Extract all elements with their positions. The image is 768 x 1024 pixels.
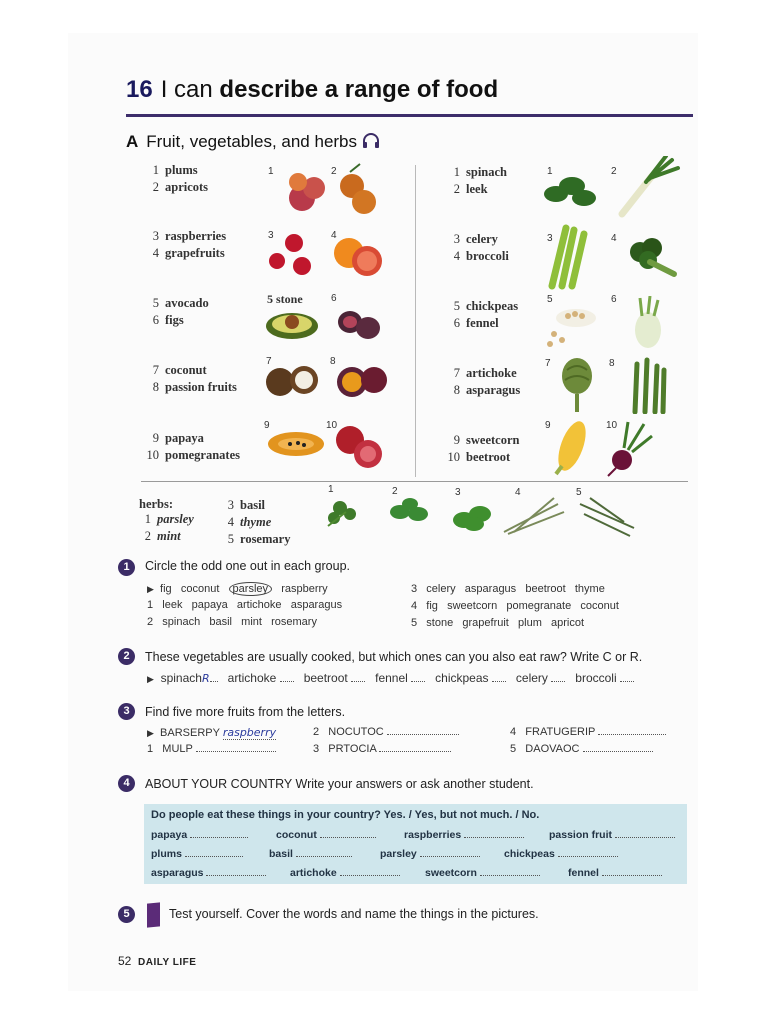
answer-blank[interactable] — [551, 681, 565, 682]
picture-number: 1 — [268, 166, 274, 177]
picture-number: 3 — [268, 230, 274, 241]
raspberries-grapefruits-image — [262, 228, 387, 283]
handwritten-answer: R — [201, 672, 210, 685]
fruit-label-group: 3 raspberries 4 grapefruits — [152, 229, 227, 260]
fig-icon — [338, 311, 380, 339]
exercise-line: 4 fig sweetcorn pomegranate coconut — [411, 600, 619, 612]
exercise-line: 1 MULP — [147, 743, 276, 755]
picture-number: 2 — [392, 486, 398, 497]
fruit-label-group: 1 plums 2 apricots — [152, 163, 209, 194]
herbs-image — [318, 492, 638, 538]
survey-item: basil — [269, 848, 352, 860]
plums-apricots-image — [280, 160, 380, 220]
answer-blank[interactable] — [598, 734, 666, 735]
basil-icon — [453, 506, 491, 531]
answer-blank[interactable] — [420, 856, 480, 857]
chickpeas-fennel-image — [542, 296, 667, 352]
passion-fruit-icon — [337, 367, 387, 397]
survey-item: coconut — [276, 829, 376, 841]
artichoke-asparagus-image — [555, 354, 670, 414]
survey-item: asparagus — [151, 867, 266, 879]
herbs-label: herbs: — [139, 497, 174, 511]
avocado-icon — [266, 313, 318, 339]
exercise-line: 2 NOCUTOC — [313, 726, 459, 738]
exercise-items: ▶ spinachR artichoke beetroot fennel chickpeas celery broccoli — [147, 671, 634, 685]
picture-number: 3 — [547, 233, 553, 244]
survey-item: fennel — [568, 867, 662, 879]
picture-number: 6 — [611, 294, 617, 305]
answer-blank[interactable] — [615, 837, 675, 838]
picture-number: 5 — [576, 487, 582, 498]
exercise-line: 5 stone grapefruit plum apricot — [411, 617, 585, 629]
grapefruit-icon — [334, 238, 382, 276]
apricot-icon — [340, 164, 376, 214]
headphones-icon — [362, 133, 380, 149]
pomegranate-icon — [336, 426, 382, 468]
picture-number: 1 — [328, 484, 334, 495]
exercise-example: ▶ BARSERPY raspberry — [147, 726, 277, 739]
answer-blank[interactable] — [492, 681, 506, 682]
vegetable-label-group: 7 artichoke 8 asparagus — [453, 366, 521, 397]
beetroot-icon — [608, 422, 652, 476]
exercise-title: Find five more fruits from the letters. — [145, 705, 346, 719]
exercise-number: 4 — [118, 775, 135, 792]
answer-blank[interactable] — [387, 734, 459, 735]
picture-number: 8 — [330, 356, 336, 367]
celery-broccoli-image — [544, 222, 684, 292]
answer-blank[interactable] — [558, 856, 618, 857]
vegetable-label-group: 9 sweetcorn 10 beetroot — [447, 433, 520, 464]
section-name: DAILY LIFE — [138, 957, 197, 968]
sweetcorn-beetroot-image — [548, 418, 658, 478]
fruit-label-group: 5 avocado 6 figs — [152, 296, 209, 327]
exercise-number: 2 — [118, 648, 135, 665]
exercise-number: 3 — [118, 703, 135, 720]
picture-number: 3 — [455, 487, 461, 498]
exercise-number: 1 — [118, 559, 135, 576]
survey-box-title: Do people eat these things in your country? Yes. / Yes, but not much. / No. — [151, 809, 540, 821]
exercise-line: 3 PRTOCIA — [313, 743, 451, 755]
spinach-leek-image — [540, 156, 685, 218]
section-divider — [141, 481, 688, 482]
column-divider — [415, 165, 416, 477]
spinach-icon — [544, 177, 596, 206]
celery-icon — [552, 228, 584, 286]
artichoke-icon — [562, 358, 592, 412]
vegetable-label-group: 1 spinach 2 leek — [453, 165, 507, 196]
raspberry-icon — [269, 234, 311, 275]
sweetcorn-icon — [553, 418, 591, 474]
exercise-line: 2 spinach basil mint rosemary — [147, 616, 317, 628]
picture-number: 5 — [547, 294, 553, 305]
survey-item: passion fruit — [549, 829, 675, 841]
page-number: 52 — [118, 954, 132, 968]
exercise-line: 5 DAOVAOC — [510, 743, 653, 755]
picture-number: 2 — [331, 166, 337, 177]
exercise-title: Test yourself. Cover the words and name the things in the pictures. — [169, 907, 539, 921]
answer-blank[interactable] — [620, 681, 634, 682]
fruit-label-group: 7 coconut 8 passion fruits — [152, 363, 237, 394]
asparagus-icon — [635, 360, 664, 412]
handwritten-answer: raspberry — [222, 726, 277, 739]
survey-item: raspberries — [404, 829, 524, 841]
answer-blank[interactable] — [190, 837, 248, 838]
chickpeas-icon — [547, 309, 596, 347]
fruit-label-group: 9 papaya 10 pomegranates — [146, 431, 240, 462]
picture-number: 4 — [331, 230, 337, 241]
answer-blank[interactable] — [464, 837, 524, 838]
answer-blank[interactable] — [196, 751, 276, 752]
picture-number: 6 — [331, 293, 337, 304]
answer-blank[interactable] — [379, 751, 451, 752]
title-rule — [126, 114, 693, 117]
survey-item: sweetcorn — [425, 867, 540, 879]
survey-item: parsley — [380, 848, 480, 860]
survey-item: artichoke — [290, 867, 400, 879]
leek-icon — [622, 156, 678, 214]
exercise-line: 1 leek papaya artichoke asparagus — [147, 599, 343, 611]
survey-item: chickpeas — [504, 848, 618, 860]
answer-blank[interactable] — [480, 875, 540, 876]
rosemary-icon — [580, 498, 634, 536]
vegetable-label-group: 5 chickpeas 6 fennel — [453, 299, 519, 330]
answer-blank[interactable] — [351, 681, 365, 682]
exercise-title: Circle the odd one out in each group. — [145, 559, 350, 573]
picture-number: 4 — [515, 487, 521, 498]
picture-number: 1 — [547, 166, 553, 177]
answer-blank[interactable] — [583, 751, 653, 752]
coconut-icon — [266, 366, 318, 396]
answer-blank[interactable] — [296, 856, 352, 857]
picture-number: 9 — [264, 420, 270, 431]
picture-number: 7 — [266, 356, 272, 367]
mint-icon — [390, 498, 428, 521]
papaya-icon — [268, 432, 324, 456]
exercise-title: ABOUT YOUR COUNTRY Write your answers or ask another student. — [145, 777, 534, 791]
exercise-line: 4 FRATUGERIP — [510, 726, 666, 738]
papaya-pomegranate-image — [268, 424, 392, 474]
answer-blank[interactable] — [411, 681, 425, 682]
answer-blank[interactable] — [185, 856, 243, 857]
exercise-line: 3 celery asparagus beetroot thyme — [411, 583, 605, 595]
section-a-heading: A Fruit, vegetables, and herbs — [126, 132, 380, 152]
picture-number: 10 — [606, 420, 618, 431]
plum-icon — [289, 173, 325, 211]
answer-blank[interactable] — [320, 837, 376, 838]
thyme-icon — [504, 498, 564, 534]
picture-number: 10 — [326, 420, 338, 431]
page-footer — [118, 954, 196, 968]
picture-number: 8 — [609, 358, 615, 369]
answer-blank[interactable] — [206, 875, 266, 876]
book-icon — [147, 902, 160, 927]
herbs-list-right: 3 basil 4 thyme 5 rosemary — [227, 498, 291, 546]
answer-blank[interactable] — [210, 681, 218, 682]
exercise-number: 5 — [118, 906, 135, 923]
vegetable-label-group: 3 celery 4 broccoli — [453, 232, 509, 263]
avocado-figs-image — [262, 296, 387, 346]
parsley-icon — [328, 501, 356, 526]
answer-blank[interactable] — [602, 875, 662, 876]
answer-blank[interactable] — [280, 681, 294, 682]
answer-blank[interactable] — [340, 875, 400, 876]
page-title: 16 I can describe a range of food — [126, 76, 499, 103]
picture-number: 9 — [545, 420, 551, 431]
exercise-title: These vegetables are usually cooked, but which ones can you also eat raw? Write C or R. — [145, 650, 643, 664]
herbs-list-left: 1 parsley 2 mint — [144, 512, 194, 543]
broccoli-icon — [630, 238, 674, 274]
picture-number: 2 — [611, 166, 617, 177]
picture-number: 7 — [545, 358, 551, 369]
picture-number: 5 stone — [267, 292, 303, 306]
picture-number: 4 — [611, 233, 617, 244]
survey-item: plums — [151, 848, 243, 860]
fennel-icon — [635, 296, 661, 348]
coconut-passionfruit-image — [262, 360, 390, 410]
exercise-example: ▶ fig coconut parsley raspberry — [147, 583, 328, 595]
survey-item: papaya — [151, 829, 248, 841]
